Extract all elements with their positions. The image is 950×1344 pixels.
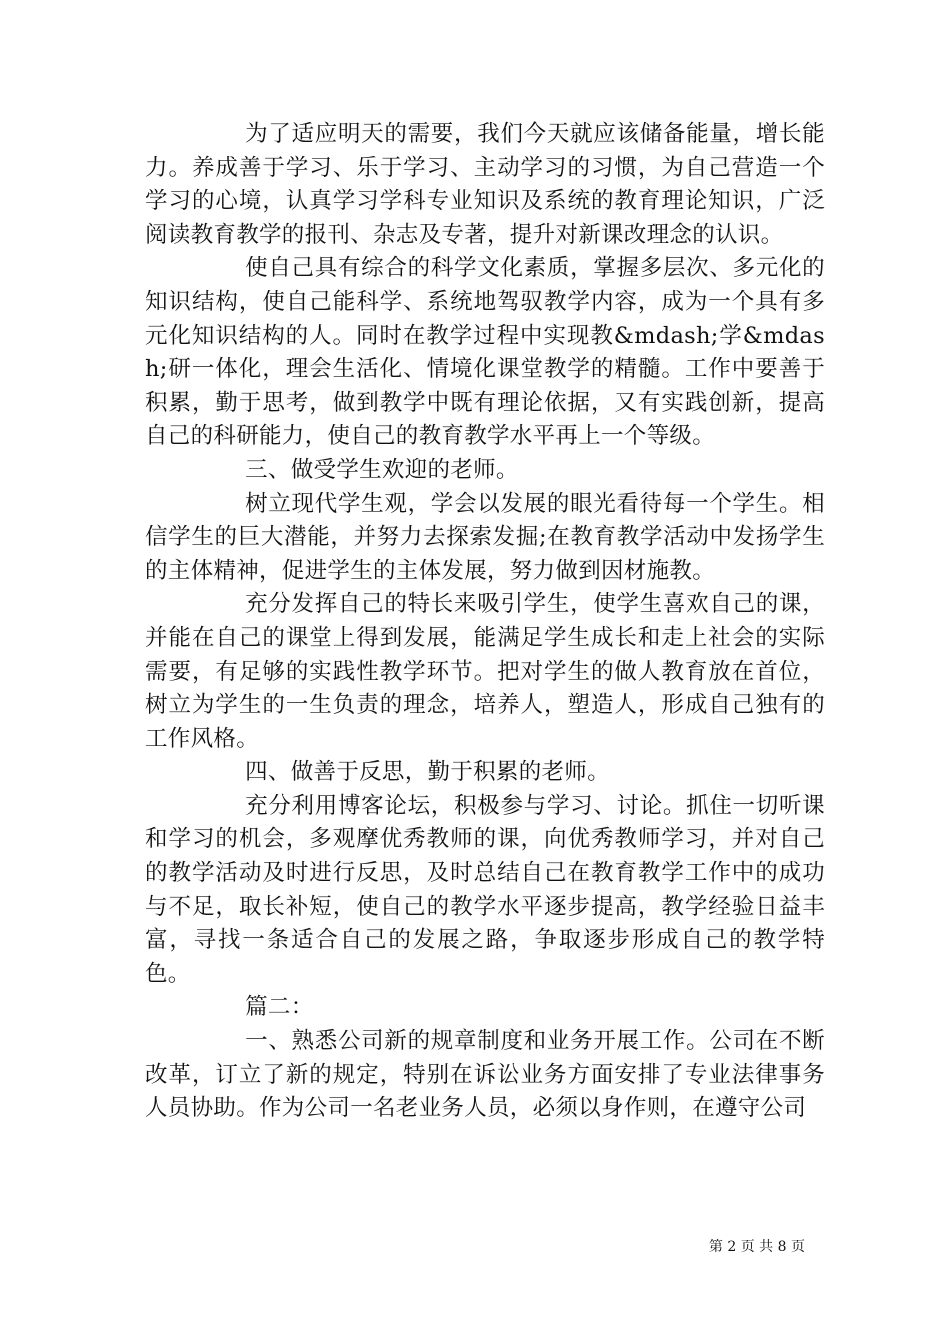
paragraph-2: 使自己具有综合的科学文化素质，掌握多层次、多元化的知识结构，使自己能科学、系统地驾驭教学内容，成为一个具有多元化知识结构的人。同时在教学过程中实现教&mdash;学&mdash;研一体化，理会生活化、情境化课堂教学的精髓。工作中要善于积累，勤于思考，做到教学中既有理论依据，又有实践创新，提高自己的科研能力，使自己的教育教学水平再上一个等级。 xyxy=(145,255,825,450)
section-heading-4: 四、做善于反思，勤于积累的老师。 xyxy=(245,759,610,786)
document-body xyxy=(145,118,825,1126)
part-heading-2: 篇二： xyxy=(245,994,314,1021)
paragraph-5: 充分发挥自己的特长来吸引学生，使学生喜欢自己的课，并能在自己的课堂上得到发展，能满足学生成长和走上社会的实际需要，有足够的实践性教学环节。把对学生的做人教育放在首位，树立为学生的一生负责的理念，培养人，塑造人，形成自己独有的工作风格。 xyxy=(145,591,825,752)
paragraph-1: 为了适应明天的需要，我们今天就应该储备能量，增长能力。养成善于学习、乐于学习、主动学习的习惯，为自己营造一个学习的心境，认真学习学科专业知识及系统的教育理论知识，广泛阅读教育教学的报刊、杂志及专著，提升对新课改理念的认识。 xyxy=(145,121,825,248)
paragraph-4: 树立现代学生观，学会以发展的眼光看待每一个学生。相信学生的巨大潜能，并努力去探索发掘;在教育教学活动中发扬学生的主体精神，促进学生的主体发展，努力做到因材施教。 xyxy=(145,490,825,584)
paragraph-9: 一、熟悉公司新的规章制度和业务开展工作。公司在不断改革，订立了新的规定，特别在诉讼业务方面安排了专业法律事务人员协助。作为公司一名老业务人员，必须以身作则，在遵守公司 xyxy=(145,1028,825,1122)
paragraph-7: 充分利用博客论坛，积极参与学习、讨论。抓住一切听课和学习的机会，多观摩优秀教师的课，向优秀教师学习，并对自己的教学活动及时进行反思，及时总结自己在教育教学工作中的成功与不足，取长补短，使自己的教学水平逐步提高，教学经验日益丰富，寻找一条适合自己的发展之路，争取逐步形成自己的教学特色。 xyxy=(145,792,825,987)
section-heading-3: 三、做受学生欢迎的老师。 xyxy=(245,456,519,483)
page-number-footer: 第 2 页 共 8 页 xyxy=(708,1239,805,1255)
